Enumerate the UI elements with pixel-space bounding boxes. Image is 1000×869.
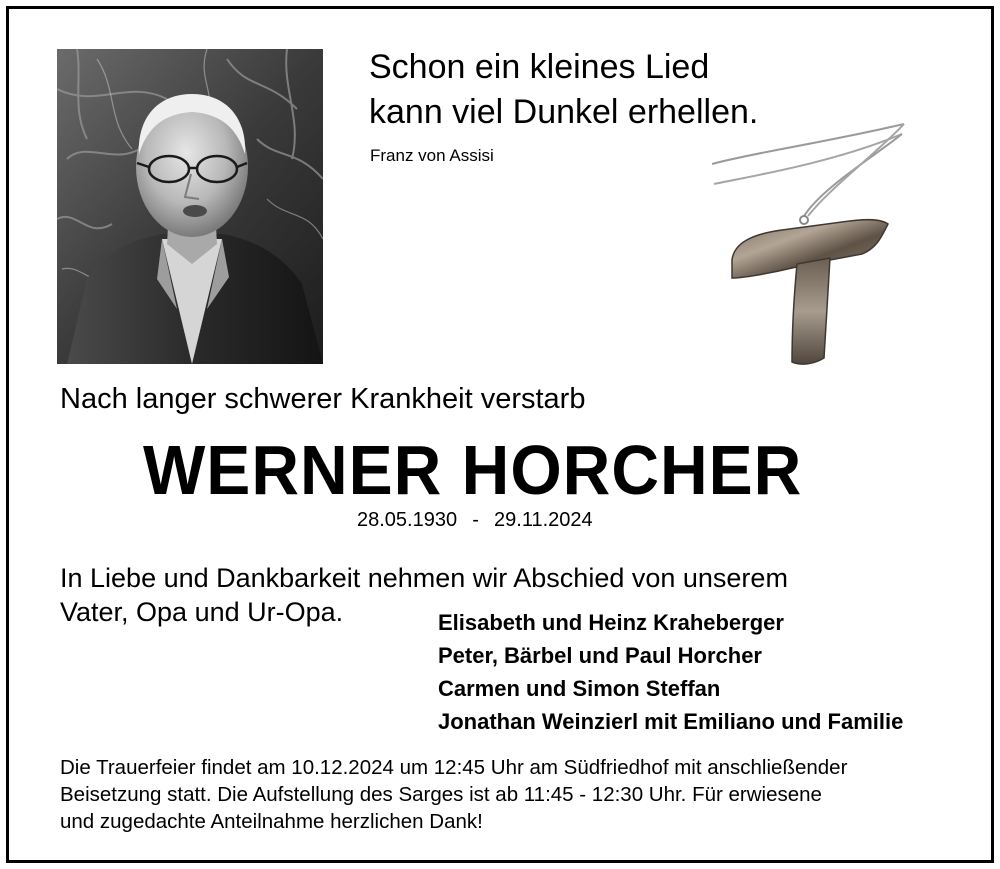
- mourner-entry: Jonathan Weinzierl mit Emiliano und Familie: [438, 709, 904, 734]
- quote-author: Franz von Assisi: [370, 146, 494, 165]
- tau-cross-icon: [712, 118, 908, 372]
- portrait-illustration: [57, 49, 323, 364]
- mourners-list: [438, 606, 903, 738]
- quote-line-2: kann viel Dunkel erhellen.: [369, 93, 759, 131]
- mourner-entry: Peter, Bärbel und Paul Horcher: [438, 643, 762, 668]
- farewell-line-1: In Liebe und Dankbarkeit nehmen wir Abschied von unserem: [60, 563, 788, 593]
- intro-text: Nach langer schwerer Krankheit verstarb: [60, 383, 586, 415]
- mourner-entry: Elisabeth und Heinz Kraheberger: [438, 610, 784, 635]
- life-dates: [357, 509, 593, 532]
- deceased-name: WERNER HORCHER: [143, 431, 803, 509]
- service-info: [60, 754, 847, 835]
- mourner-entry: Carmen und Simon Steffan: [438, 676, 721, 701]
- service-info-line: Beisetzung statt. Die Aufstellung des Sarges ist ab 11:45 - 12:30 Uhr. Für erwiesene: [60, 783, 822, 806]
- birth-date: 28.05.1930: [357, 509, 458, 531]
- portrait-photo: [57, 49, 323, 364]
- date-separator: -: [472, 509, 479, 531]
- death-date: 29.11.2024: [494, 509, 593, 531]
- service-info-line: Die Trauerfeier findet am 10.12.2024 um 12:45 Uhr am Südfriedhof mit anschließender: [60, 756, 848, 779]
- quote-line-1: Schon ein kleines Lied: [369, 48, 710, 86]
- service-info-line: und zugedachte Anteilnahme herzlichen Dank!: [60, 810, 483, 833]
- farewell-line-2: Vater, Opa und Ur-Opa.: [60, 597, 344, 627]
